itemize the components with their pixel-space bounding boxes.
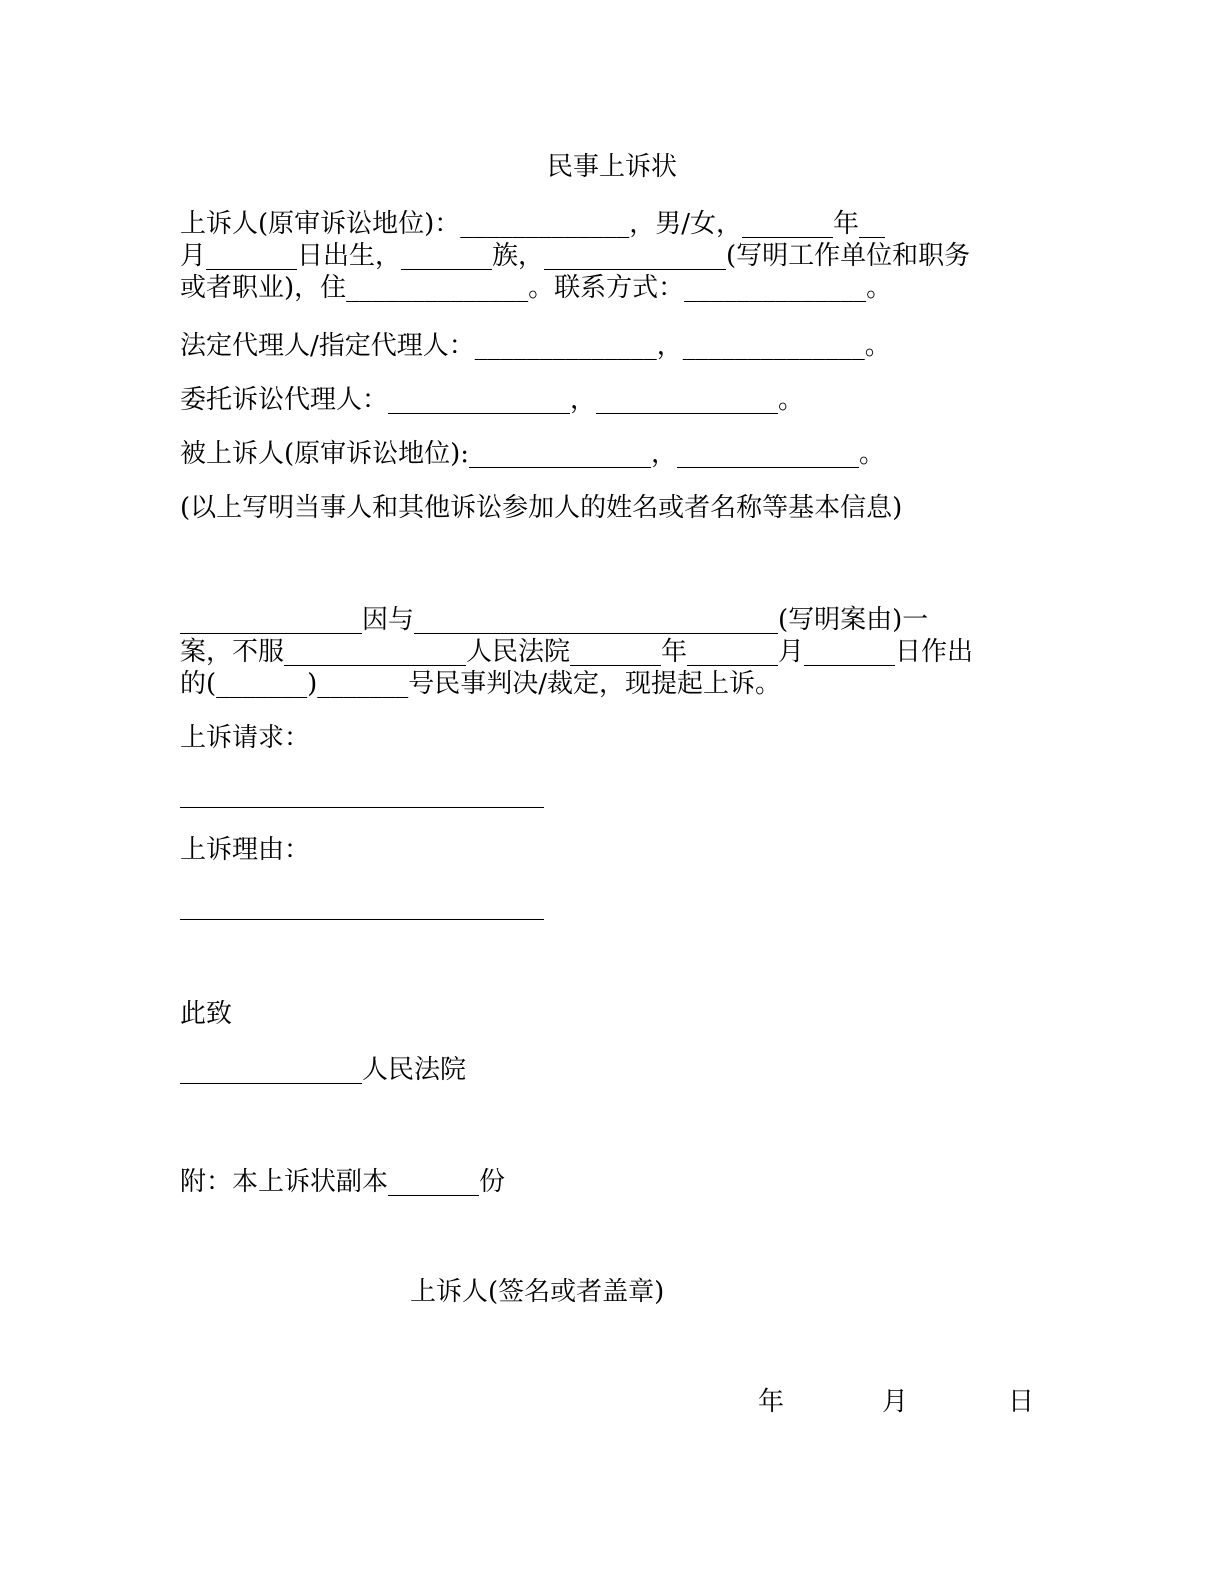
case-line-3: 的(_______)_______号民事判决/裁定，现提起上诉。 (180, 669, 782, 699)
appellant-line-2: 月_______日出生，_______族，______________(写明工作单位和职务 (180, 241, 971, 271)
appeal-request-blank: ____________________________ (180, 779, 544, 809)
attachment-line: 附：本上诉状副本_______份 (180, 1167, 506, 1197)
case-line-2: 案，不服______________人民法院_______年_______月_______日作出 (180, 637, 974, 667)
date-day: 日 (1008, 1387, 1035, 1417)
closing-salutation: 此致 (180, 999, 233, 1029)
appellant-line-1: 上诉人(原审诉讼地位)：_____________，男/女，_______年__ (180, 209, 886, 239)
appeal-reason-blank: ____________________________ (180, 891, 544, 921)
date-year: 年 (758, 1387, 785, 1417)
page-title: 民事上诉状 (546, 152, 677, 182)
case-line-1: ______________因与____________________________(写明案由)一 (180, 605, 929, 635)
court-line: ______________人民法院 (180, 1055, 467, 1085)
appeal-reason-label: 上诉理由： (180, 835, 311, 865)
parties-note: (以上写明当事人和其他诉讼参加人的姓名或者名称等基本信息) (180, 493, 903, 523)
signature-line: 上诉人(签名或者盖章) (410, 1277, 665, 1307)
appellee-line: 被上诉人(原审诉讼地位):______________，______________。 (180, 439, 886, 469)
appeal-request-label: 上诉请求： (180, 723, 311, 753)
entrusted-agent-line: 委托诉讼代理人：______________，______________。 (180, 385, 805, 415)
legal-agent-line: 法定代理人/指定代理人：______________，______________。 (180, 331, 891, 361)
appellant-line-3: 或者职业)，住______________。联系方式：______________。 (180, 273, 893, 303)
date-month: 月 (882, 1387, 909, 1417)
